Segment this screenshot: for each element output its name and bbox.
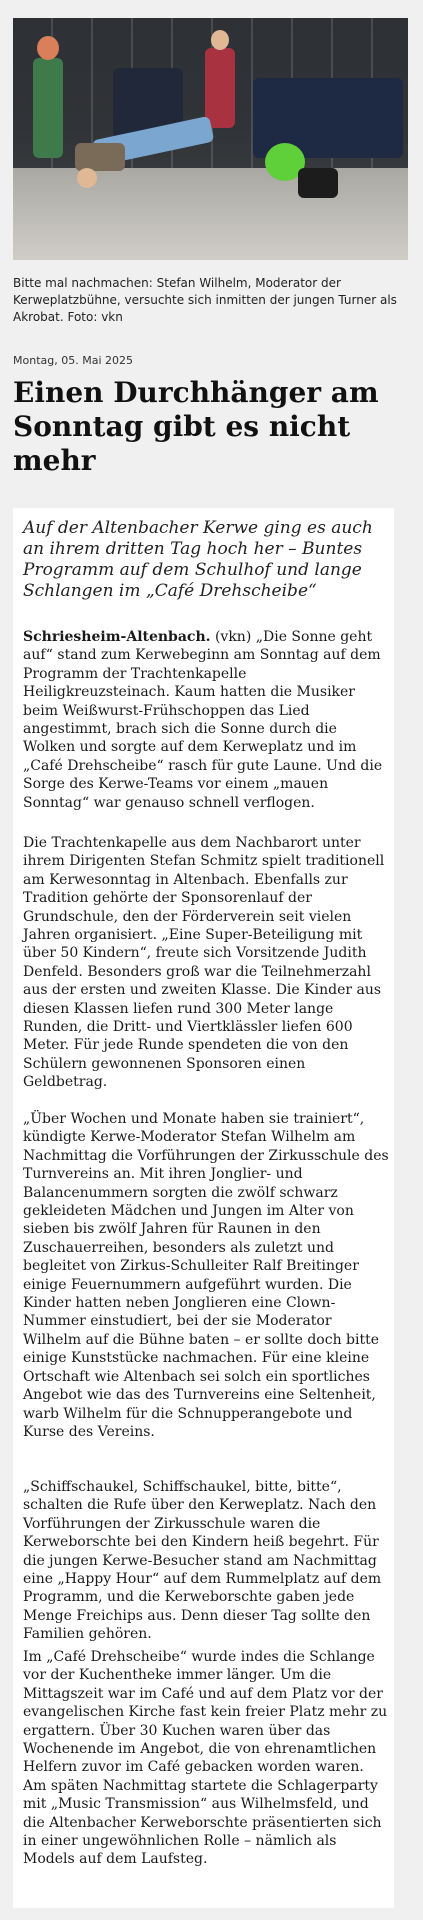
photo-breakdancer-torso: [75, 143, 125, 171]
article-paragraph-4: „Schiffschaukel, Schiffschaukel, bitte, bitte“, schalten die Rufe über den Kerweplatz. Nach den Vorführungen der Zirkusschule waren die Kerweborschte bei den Kindern heiß begehrt. Für die jungen Kerwe-Besucher stand am Nachmittag eine „Happy Hour“ auf dem Rummelplatz auf dem Programm, und die Kerweborschte gaben jede Menge Freichips aus. Denn dieser Tag sollte den Familien gehören.: [23, 1479, 382, 1643]
photo-caption: Bitte mal nachmachen: Stefan Wilhelm, Moderator der Kerweplatzbühne, versuchte sich inmitten der jungen Turner als Akrobat. Foto: vkn: [13, 276, 397, 324]
article-paragraph-1: [23, 628, 389, 812]
article-body: [13, 508, 394, 1908]
publish-date: Montag, 05. Mai 2025: [13, 354, 133, 367]
article-paragraph-5: Im „Café Drehscheibe“ wurde indes die Schlange vor der Kuchentheke immer länger. Um die Mittagszeit war im Café und auf dem Platz vor der evangelischen Kirche fast kein freier Platz mehr zu ergattern. Über 30 Kuchen waren über das Wochenende im Angebot, die von ehrenamtlichen Helfern zuvor im Café gebacken worden waren. Am späten Nachmittag startete die Schlagerparty mit „Music Transmission“ aus Wilhelmsfeld, und die Altenbacher Kerweborschte präsentierten sich in einer ungewöhnlichen Rolle – nämlich als Models auf dem Laufsteg.: [23, 1649, 388, 1868]
photo-breakdancer-head: [77, 168, 97, 188]
photo-child-head: [37, 36, 59, 60]
article-photo: [13, 18, 408, 260]
photo-child-crouching: [298, 168, 338, 198]
photo-person-head: [211, 30, 229, 50]
paragraph-1-text: (vkn) „Die Sonne geht auf“ stand zum Kerwebeginn am Sonntag auf dem Programm der Trachtenkapelle Heiligkreuzsteinach. Kaum hatten die Musiker beim Weißwurst-Frühschoppen das Lied angestimmt, brach sich die Sonne durch die Wolken und sorgte auf dem Kerweplatz und im „Café Drehscheibe“ rasch für gute Laune. Und die Sorge des Kerwe-Teams vor einem „mauen Sonntag“ war genauso schnell verflogen.: [23, 629, 383, 811]
article-title: Einen Durchhänger am Sonntag gibt es nicht mehr: [13, 376, 379, 477]
photo-floor: [13, 168, 408, 260]
article-paragraph-3: „Über Wochen und Monate haben sie trainiert“, kündigte Kerwe-Moderator Stefan Wilhelm am Nachmittag die Vorführungen der Zirkusschule des Turnvereins an. Mit ihren Jonglier- und Balancenummern sorgten die zwölf schwarz gekleideten Mädchen und Jungen im Alter von sieben bis zwölf Jahren für Raunen in den Zuschauerreihen, besonders als zuletzt und begleitet von Zirkus-Schulleiter Ralf Breitinger einige Feuernummern aufgeführt wurden. Die Kinder hatten neben Jonglieren eine Clown-Nummer einstudiert, bei der sie Moderator Wilhelm auf die Bühne baten – er sollte doch bitte einige Kunststücke nachmachen. Für eine kleine Ortschaft wie Altenbach sei solch ein sportliches Angebot wie das des Turnvereins eine Seltenheit, warb Wilhelm für die Schnupperangebote und Kurse des Vereins.: [23, 1111, 389, 1440]
article-lead: Auf der Altenbacher Kerwe ging es auch an ihrem dritten Tag hoch her – Buntes Programm auf dem Schulhof und lange Schlangen im „Café Drehscheibe“: [23, 518, 373, 601]
article-paragraph-2: Die Trachtenkapelle aus dem Nachbarort unter ihrem Dirigenten Stefan Schmitz spielt traditionell am Kerwesonntag in Altenbach. Ebenfalls zur Tradition gehörte der Sponsorenlauf der Grundschule, den der Förderverein seit vielen Jahren organisiert. „Eine Super-Beteiligung mit über 50 Kindern“, freute sich Vorsitzende Judith Denfeld. Besonders groß war die Teilnehmerzahl aus der ersten und zweiten Klasse. Die Kinder aus diesen Klassen liefen rund 300 Meter lange Runden, die Dritt- und Viertklässler liefen 600 Meter. Für jede Runde spendeten die von den Schülern gewonnenen Sponsoren einen Geldbetrag.: [23, 835, 385, 1091]
dateline: Schriesheim-Altenbach.: [23, 629, 211, 645]
photo-person-red: [205, 48, 235, 128]
photo-child-standing: [33, 58, 63, 158]
